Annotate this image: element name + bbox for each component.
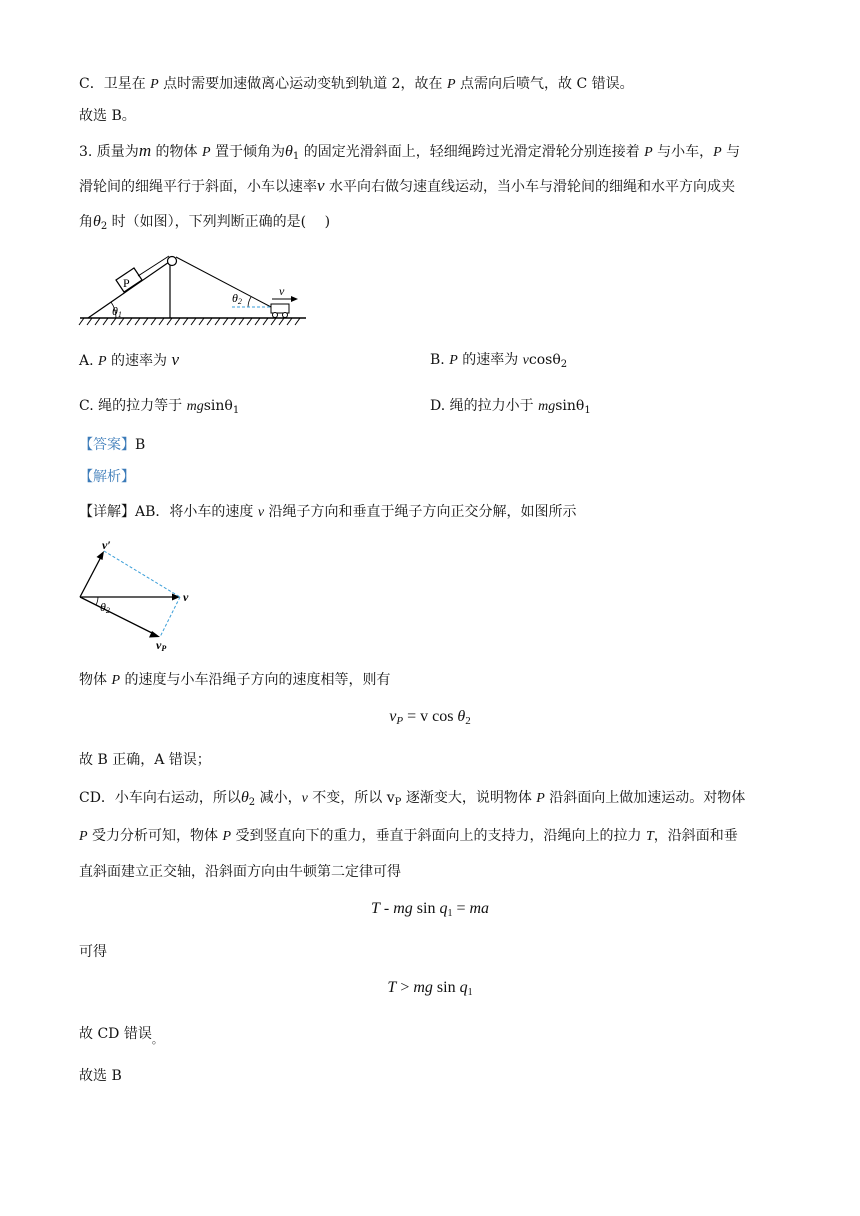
equation-3: T > mg sin q1: [387, 979, 473, 998]
block-p: [116, 268, 142, 292]
vector-vp-label: vP: [156, 638, 167, 653]
prev-option-c: C．卫星在 P 点时需要加速做离心运动变轨到轨道 2，故在 P 点需向后喷气，故 C 错误。: [79, 76, 634, 92]
vector-diagram: [76, 535, 196, 655]
equation-2: T - mg sin q1 = ma: [370, 900, 490, 919]
vector-v-prime: [80, 555, 102, 597]
vector-v-label: v: [183, 590, 189, 604]
vector-vp: [80, 597, 156, 635]
question-line-2: 滑轮间的细绳平行于斜面，小车以速率v 水平向右做匀速直线运动，当小车与滑轮间的细绳和水平方向成夹: [79, 176, 735, 195]
theta1-label: θ1: [112, 304, 122, 319]
theta2-label: θ2: [232, 291, 242, 306]
option-d: D. 绳的拉力小于 mgsinθ$_1$: [430, 398, 591, 416]
detail-line-1: 【详解】AB．将小车的速度 v 沿绳子方向和垂直于绳子方向正交分解，如图所示: [79, 504, 577, 520]
vector-theta-label: θ2: [100, 600, 110, 615]
ground-hatching: [79, 318, 300, 325]
option-c: C. 绳的拉力等于 mgsinθ$_1$: [79, 398, 240, 416]
detail-line-7: 可得: [79, 944, 107, 960]
question-line-3: 角$\theta_2$ 时（如图），下列判断正确的是( ): [79, 213, 331, 232]
option-a: A. P 的速率为 v: [79, 350, 180, 369]
theta2-arc: [248, 297, 251, 307]
rope-car: [176, 257, 271, 307]
question-line-1: 3. 质量为m 的物体 P 置于倾角为$\theta_1$ 的固定光滑斜面上，轻细绳跨过光滑定滑轮分别连接着 P 与小车，P 与: [79, 141, 741, 162]
detail-line-5: P 受力分析可知，物体 P 受到竖直向下的重力，垂直于斜面向上的支持力，沿绳向上的拉力 T，沿斜面和垂: [79, 828, 738, 844]
incline-diagram: [76, 246, 310, 330]
option-b: B. P 的速率为 vcosθ$_2$: [430, 352, 568, 370]
detail-line-8: 故 CD 错误$_。$: [79, 1026, 163, 1046]
answer: 【答案】B: [79, 437, 146, 453]
detail-line-9: 故选 B: [79, 1068, 122, 1084]
analysis-tag: 【解析】: [79, 469, 135, 485]
detail-line-2: 物体 P 的速度与小车沿绳子方向的速度相等，则有: [79, 672, 391, 688]
velocity-arrowhead: [291, 296, 298, 302]
prev-choice: 故选 B。: [79, 108, 136, 124]
detail-line-4: CD．小车向右运动，所以$\theta_2$ 减小，v 不变，所以 $v_P$ 逐渐变大，说明物体 P 沿斜面向上做加速运动。对物体: [79, 789, 746, 808]
incline-surface: [88, 260, 172, 318]
velocity-label: v: [279, 284, 285, 298]
svg-text:P: P: [123, 276, 130, 290]
equation-1: vP = v cos θ2: [389, 708, 471, 727]
detail-line-3: 故 B 正确，A 错误；: [79, 752, 211, 768]
dashed-vprime-to-v: [104, 551, 180, 597]
dashed-v-to-vp: [160, 597, 180, 637]
vector-v-prime-label: v′: [102, 538, 111, 552]
car: [271, 304, 289, 318]
pulley: [168, 257, 177, 266]
detail-line-6: 直斜面建立正交轴，沿斜面方向由牛顿第二定律可得: [79, 864, 401, 880]
